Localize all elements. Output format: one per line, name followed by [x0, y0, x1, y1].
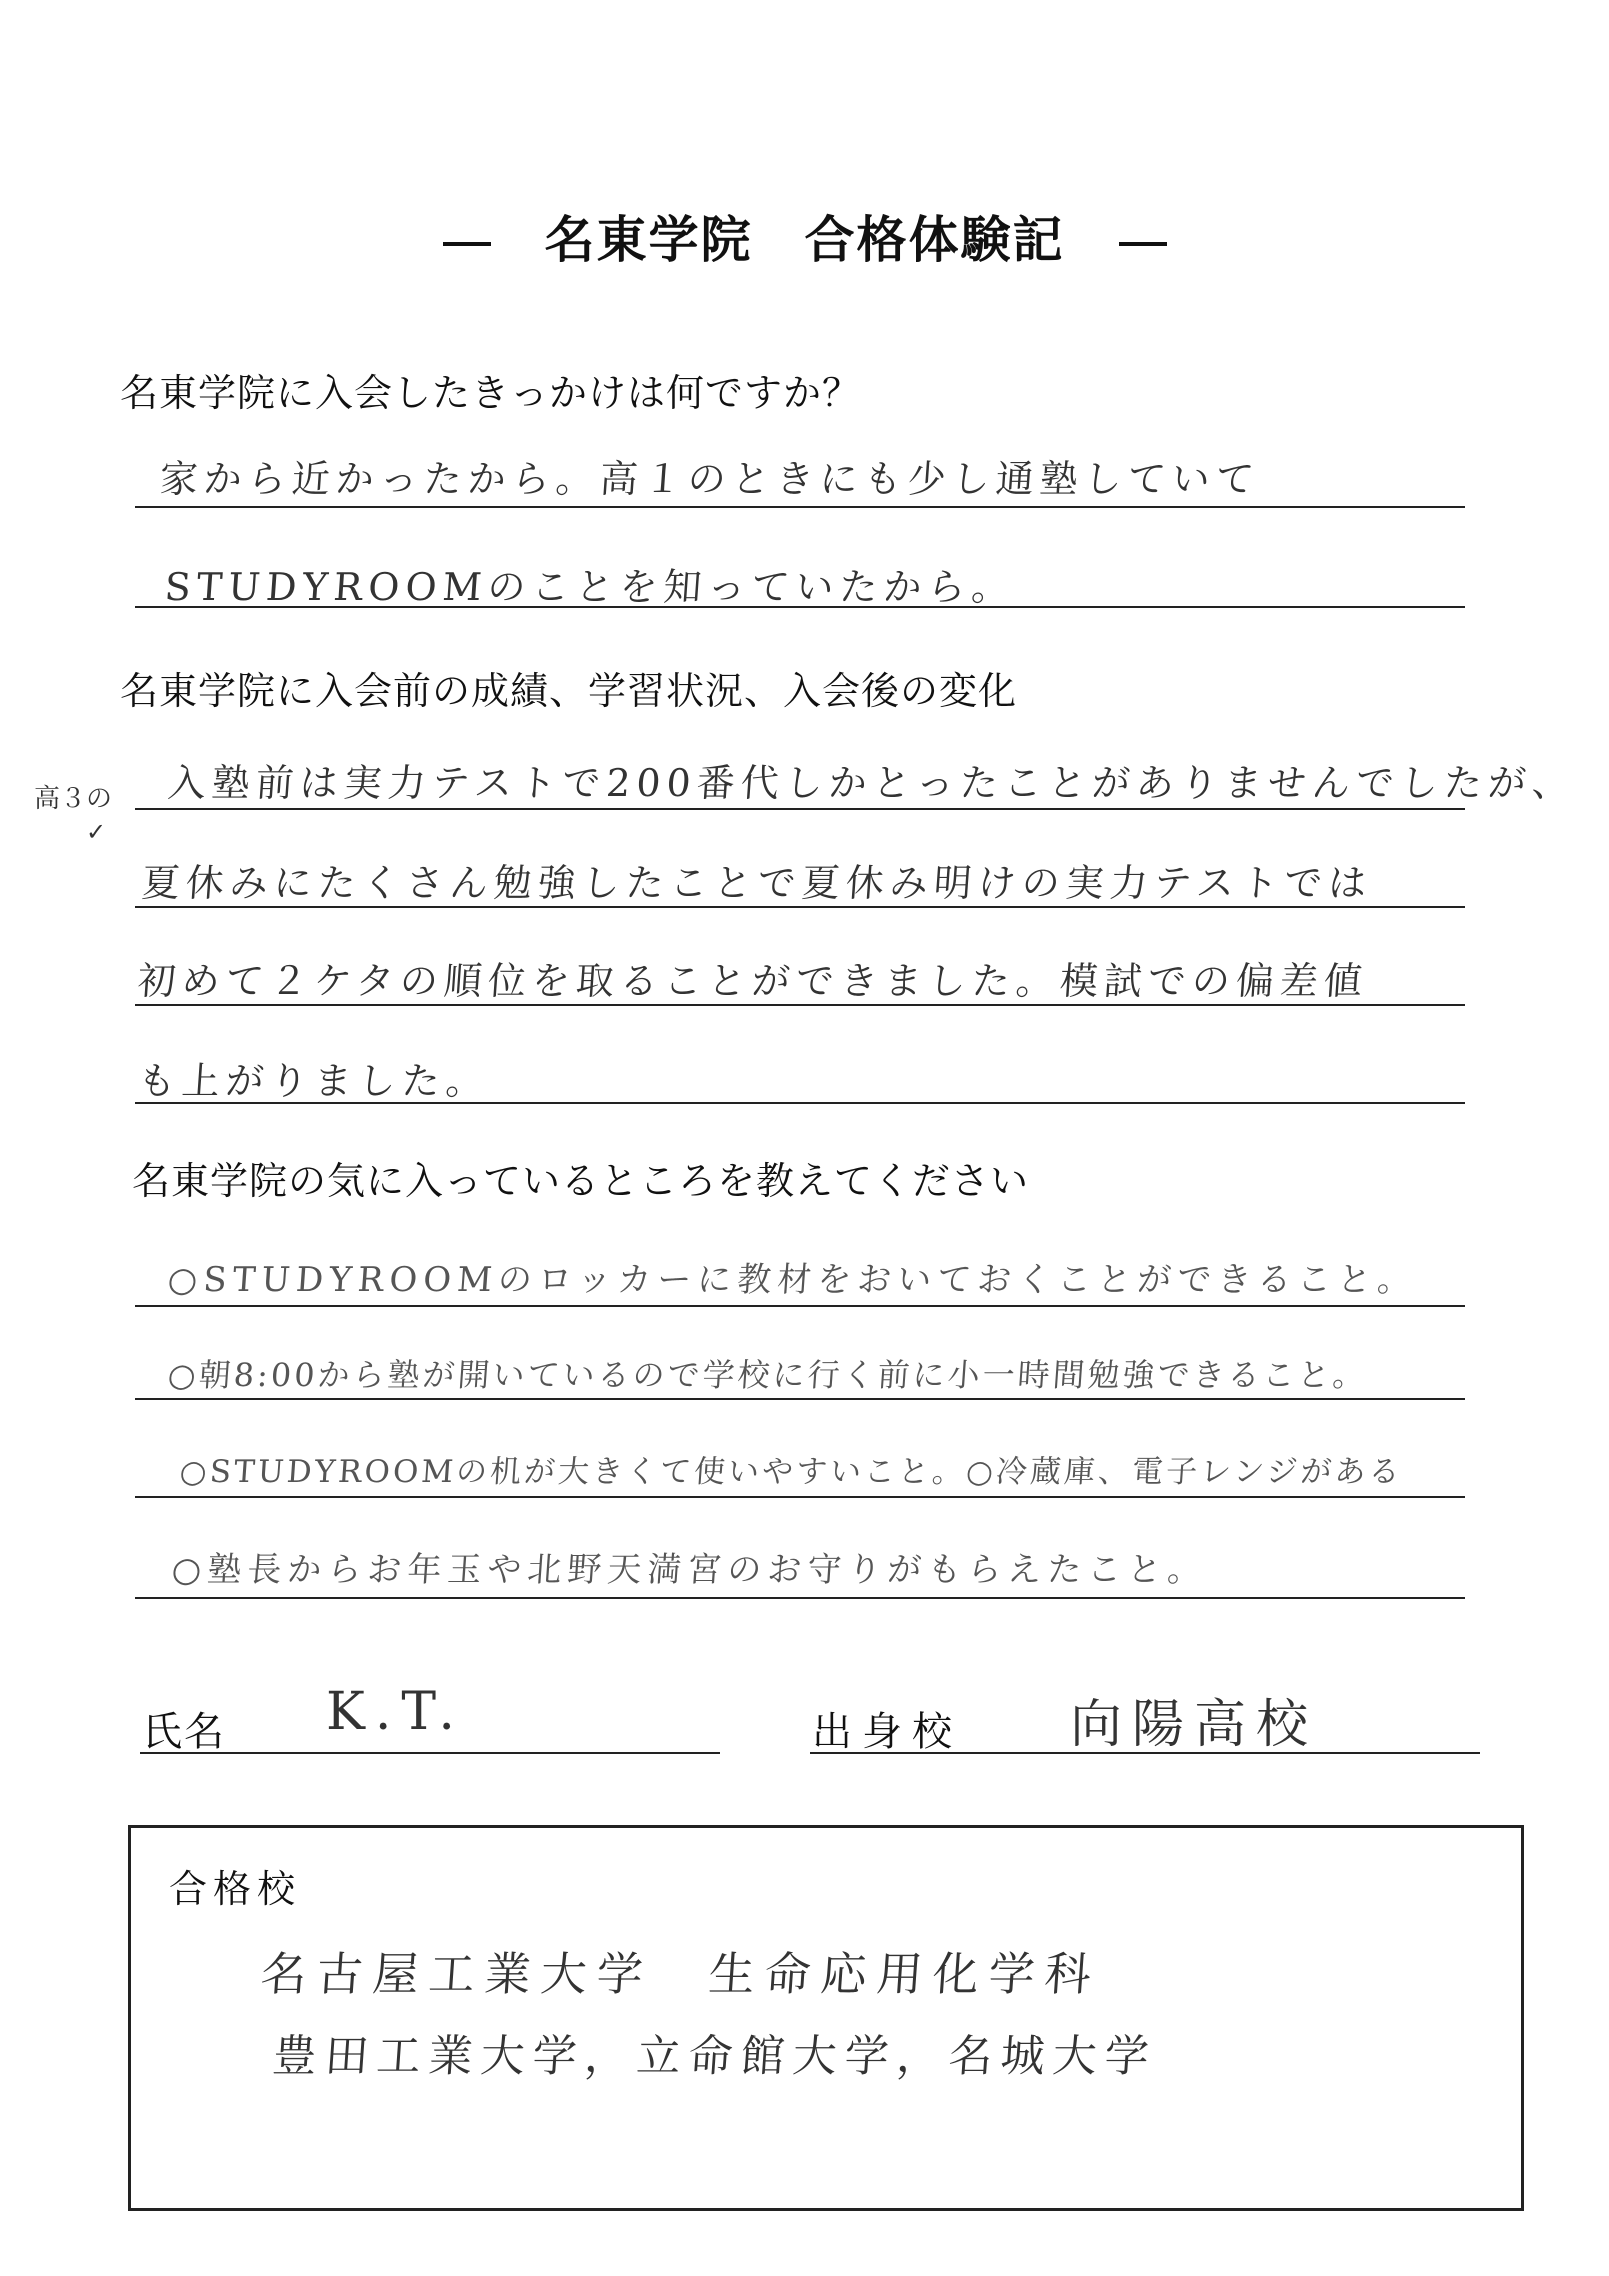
school-value: 向陽高校 [1070, 1695, 1319, 1755]
passed-school-line-1: 名古屋工業大学 生命応用化学科 [258, 1947, 1103, 2001]
title-dash-right [1119, 242, 1167, 246]
answer-3-rule-3 [135, 1496, 1465, 1498]
answer-2-line-4: も上がりました。 [136, 1059, 492, 1103]
answer-3-line-2: ○朝8:00から塾が開いているので学校に行く前に小一時間勉強できること。 [166, 1356, 1369, 1394]
passed-schools-label: 合格校 [169, 1867, 302, 1911]
answer-1-rule-2 [135, 606, 1465, 608]
margin-check-mark: ✓ [86, 818, 107, 846]
answer-3-rule-2 [135, 1398, 1465, 1400]
answer-3-line-4: ○塾長からお年玉や北野天満宮のお守りがもらえたこと。 [170, 1550, 1209, 1590]
answer-1-line-2: STUDYROOMのことを知っていたから。 [163, 565, 1018, 609]
answer-2-line-3: 初めて２ケタの順位を取ることができました。模試での偏差値 [136, 959, 1370, 1003]
answer-2-rule-4 [135, 1102, 1465, 1104]
page-title [0, 200, 1609, 272]
title-dash-left [443, 242, 491, 246]
answer-2-rule-1 [135, 808, 1465, 810]
name-label: 氏名 [142, 1709, 226, 1755]
answer-3-line-3: ○STUDYROOMの机が大きくて使いやすいこと。○冷蔵庫、電子レンジがある [178, 1454, 1404, 1490]
passed-school-line-2: 豊田工業大学，立命館大学，名城大学 [270, 2031, 1159, 2082]
answer-3-rule-4 [135, 1597, 1465, 1599]
answer-2-rule-2 [135, 906, 1465, 908]
answer-3-rule-1 [135, 1305, 1465, 1307]
question-2: 名東学院に入会前の成績、学習状況、入会後の変化 [120, 669, 1018, 713]
name-underline [140, 1752, 720, 1754]
question-1: 名東学院に入会したきっかけは何ですか？ [120, 371, 862, 415]
answer-2-line-2: 夏休みにたくさん勉強したことで夏休み明けの実力テストでは [140, 861, 1374, 905]
answer-1-rule-1 [135, 506, 1465, 508]
title-text: 名東学院 合格体験記 [544, 211, 1065, 269]
school-underline [810, 1752, 1480, 1754]
question-3: 名東学院の気に入っているところを教えてください [132, 1159, 1030, 1203]
answer-3-line-1: ○STUDYROOMのロッカーに教材をおいておくことができること。 [166, 1260, 1419, 1300]
name-value: K.T. [326, 1682, 465, 1742]
answer-1-line-1: 家から近かったから。高１のときにも少し通塾していて [158, 457, 1262, 501]
answer-2-rule-3 [135, 1004, 1465, 1006]
answer-2-line-1: 入塾前は実力テストで200番代しかとったことがありませんでしたが、 [166, 761, 1578, 805]
margin-note: 高３の [34, 784, 113, 814]
school-label: 出身校 [812, 1709, 962, 1755]
passed-schools-box [128, 1825, 1524, 2211]
